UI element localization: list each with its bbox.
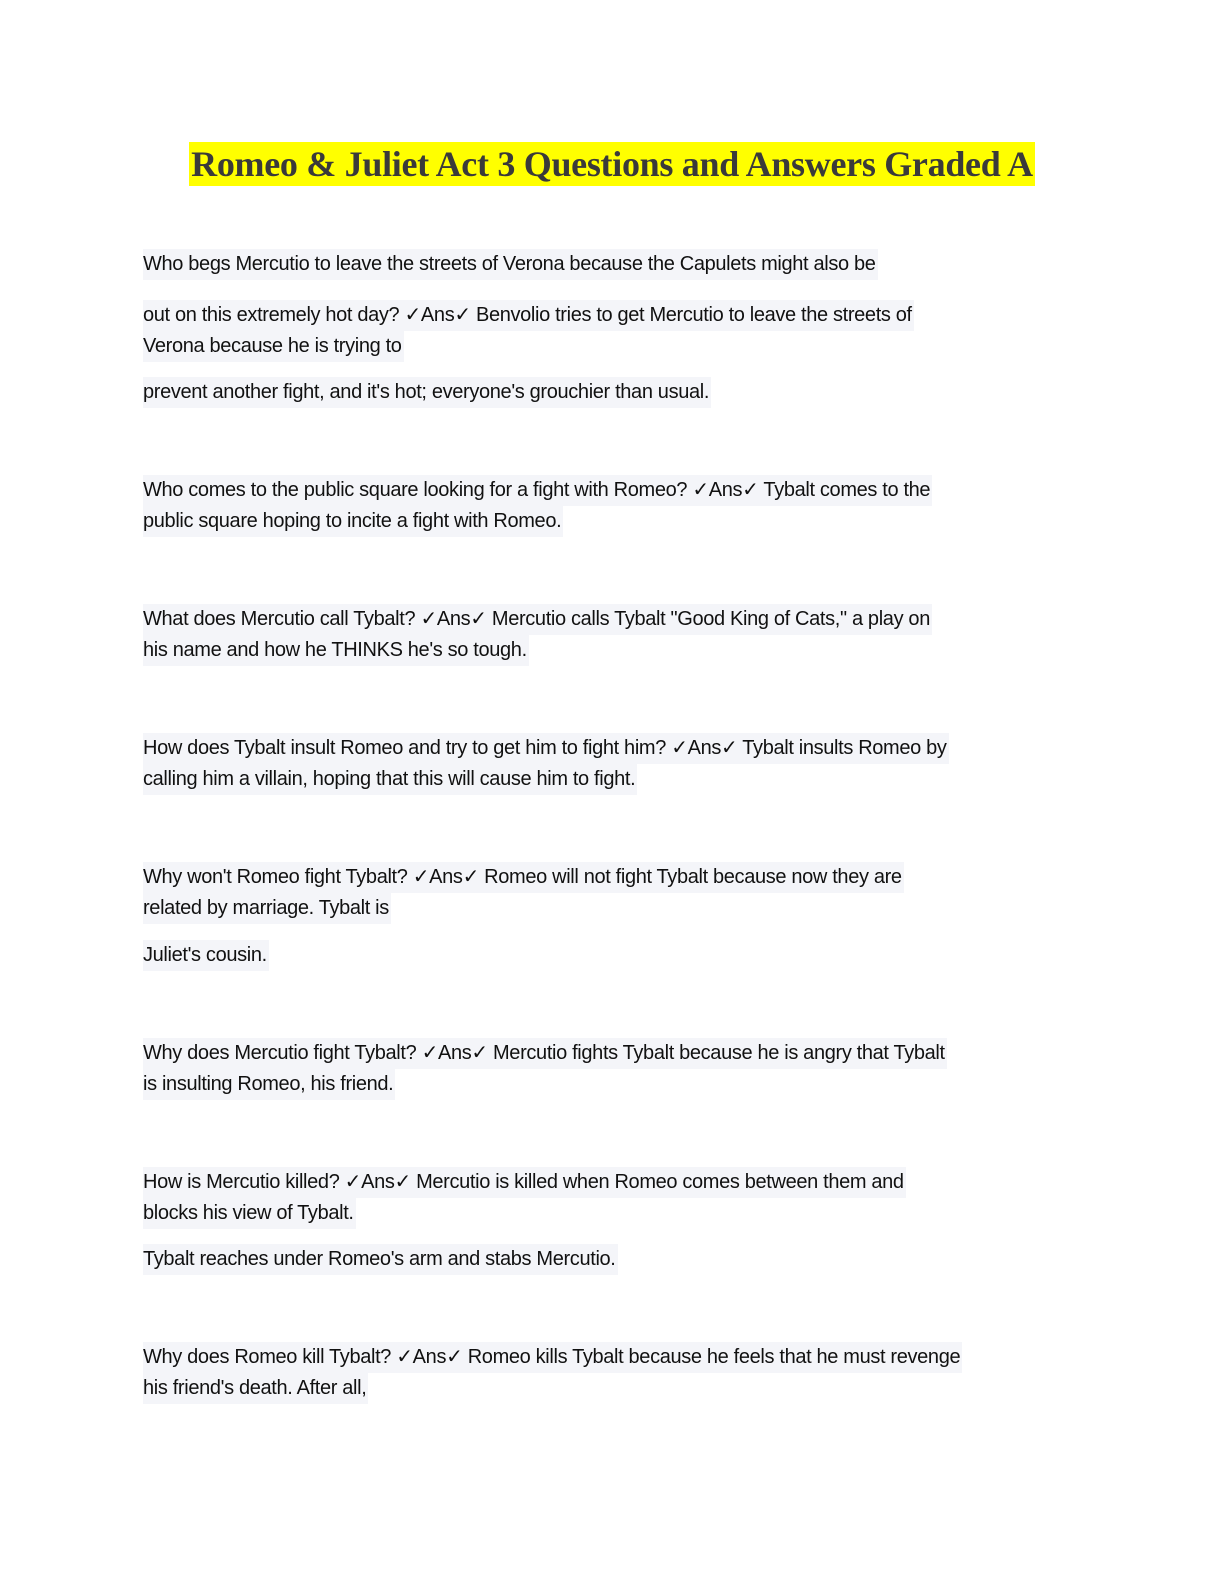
text-line: Why does Mercutio fight Tybalt? ✓Ans✓ Mercutio fights Tybalt because he is angry that Tybalt [143,1038,947,1069]
text-line: Verona because he is trying to [143,331,404,362]
title-container [0,142,1224,186]
document-title: Romeo & Juliet Act 3 Questions and Answers Graded A [191,144,1033,184]
text-line: calling him a villain, hoping that this will cause him to fight. [143,764,637,795]
text-line: his name and how he THINKS he's so tough. [143,635,529,666]
text-line: Who begs Mercutio to leave the streets of Verona because the Capulets might also be [143,249,878,280]
text-line: prevent another fight, and it's hot; everyone's grouchier than usual. [143,377,711,408]
text-line: public square hoping to incite a fight with Romeo. [143,506,563,537]
text-line: Why does Romeo kill Tybalt? ✓Ans✓ Romeo kills Tybalt because he feels that he must revenge [143,1342,962,1373]
text-line: is insulting Romeo, his friend. [143,1069,395,1100]
text-line: related by marriage. Tybalt is [143,893,391,924]
text-line: What does Mercutio call Tybalt? ✓Ans✓ Mercutio calls Tybalt "Good King of Cats," a play on [143,604,932,635]
text-line: How does Tybalt insult Romeo and try to get him to fight him? ✓Ans✓ Tybalt insults Romeo by [143,733,949,764]
text-line: Why won't Romeo fight Tybalt? ✓Ans✓ Romeo will not fight Tybalt because now they are [143,862,904,893]
text-line: Tybalt reaches under Romeo's arm and stabs Mercutio. [143,1244,618,1275]
text-line: Who comes to the public square looking for a fight with Romeo? ✓Ans✓ Tybalt comes to the [143,475,932,506]
text-line: Juliet's cousin. [143,940,269,971]
text-line: How is Mercutio killed? ✓Ans✓ Mercutio is killed when Romeo comes between them and [143,1167,906,1198]
text-line: out on this extremely hot day? ✓Ans✓ Benvolio tries to get Mercutio to leave the streets of [143,300,914,331]
text-line: blocks his view of Tybalt. [143,1198,356,1229]
text-line: his friend's death. After all, [143,1373,368,1404]
